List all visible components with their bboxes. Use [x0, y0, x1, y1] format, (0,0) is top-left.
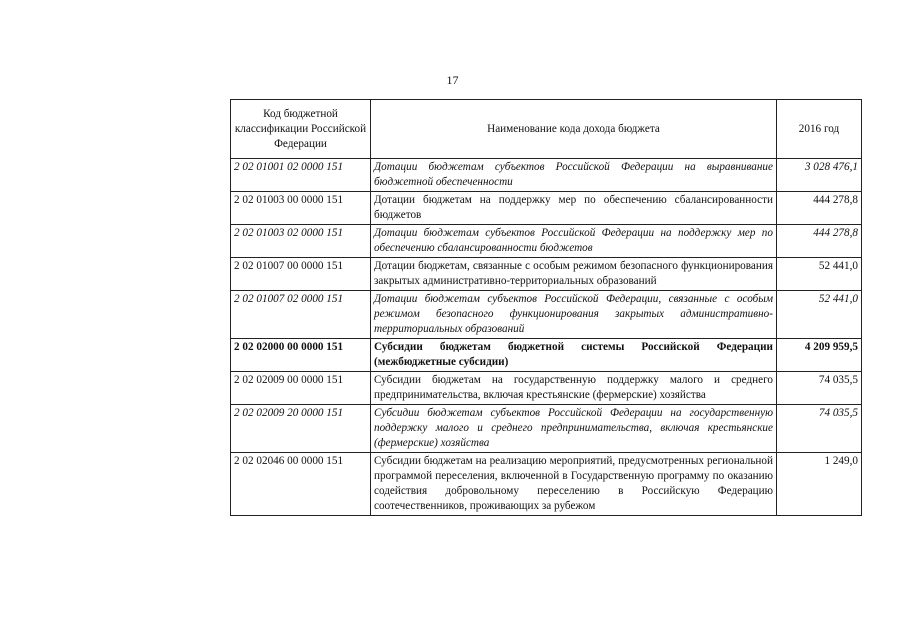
row-name: Субсидии бюджетам субъектов Российской Федерации на государственную поддержку малого и среднего предпринимательства, включая крестьянские (фермерские) хозяйства [371, 405, 777, 453]
row-code: 2 02 01003 02 0000 151 [231, 225, 371, 258]
row-amount: 74 035,5 [777, 372, 862, 405]
table-row [231, 453, 862, 516]
row-code: 2 02 02046 00 0000 151 [231, 453, 371, 516]
row-code: 2 02 01001 02 0000 151 [231, 159, 371, 192]
page-number: 17 [446, 73, 459, 87]
header-year: 2016 год [777, 100, 862, 159]
budget-revenue-table [230, 99, 862, 516]
row-code: 2 02 02009 00 0000 151 [231, 372, 371, 405]
row-name: Дотации бюджетам субъектов Российской Федерации на выравнивание бюджетной обеспеченности [371, 159, 777, 192]
row-amount: 52 441,0 [777, 258, 862, 291]
row-name: Дотации бюджетам субъектов Российской Федерации, связанные с особым режимом безопасного функционирования закрытых административно-территориальных образований [371, 291, 777, 339]
table-row [231, 225, 862, 258]
row-code: 2 02 02009 20 0000 151 [231, 405, 371, 453]
row-amount: 444 278,8 [777, 225, 862, 258]
row-name: Дотации бюджетам субъектов Российской Федерации на поддержку мер по обеспечению сбалансированности бюджетов [371, 225, 777, 258]
table-row [231, 159, 862, 192]
row-code: 2 02 01003 00 0000 151 [231, 192, 371, 225]
row-amount: 1 249,0 [777, 453, 862, 516]
row-name: Субсидии бюджетам бюджетной системы Российской Федерации (межбюджетные субсидии) [371, 339, 777, 372]
table-row [231, 405, 862, 453]
row-code: 2 02 01007 00 0000 151 [231, 258, 371, 291]
table-row [231, 372, 862, 405]
row-amount: 52 441,0 [777, 291, 862, 339]
header-name: Наименование кода дохода бюджета [371, 100, 777, 159]
row-name: Дотации бюджетам на поддержку мер по обеспечению сбалансированности бюджетов [371, 192, 777, 225]
row-code: 2 02 01007 02 0000 151 [231, 291, 371, 339]
row-amount: 4 209 959,5 [777, 339, 862, 372]
table-row [231, 258, 862, 291]
row-name: Субсидии бюджетам на реализацию мероприятий, предусмотренных региональной программой переселения, включенной в Государственную программу по оказанию содействия добровольному переселению в Российскую Федерацию соотечественников, проживающих за рубежом [371, 453, 777, 516]
row-amount: 74 035,5 [777, 405, 862, 453]
row-amount: 444 278,8 [777, 192, 862, 225]
table-row [231, 339, 862, 372]
row-name: Дотации бюджетам, связанные с особым режимом безопасного функционирования закрытых административно-территориальных образований [371, 258, 777, 291]
header-code: Код бюджетной классификации Российской Федерации [231, 100, 371, 159]
row-name: Субсидии бюджетам на государственную поддержку малого и среднего предпринимательства, включая крестьянские (фермерские) хозяйства [371, 372, 777, 405]
row-code: 2 02 02000 00 0000 151 [231, 339, 371, 372]
table-row [231, 291, 862, 339]
table-header-row [231, 100, 862, 159]
row-amount: 3 028 476,1 [777, 159, 862, 192]
table-row [231, 192, 862, 225]
